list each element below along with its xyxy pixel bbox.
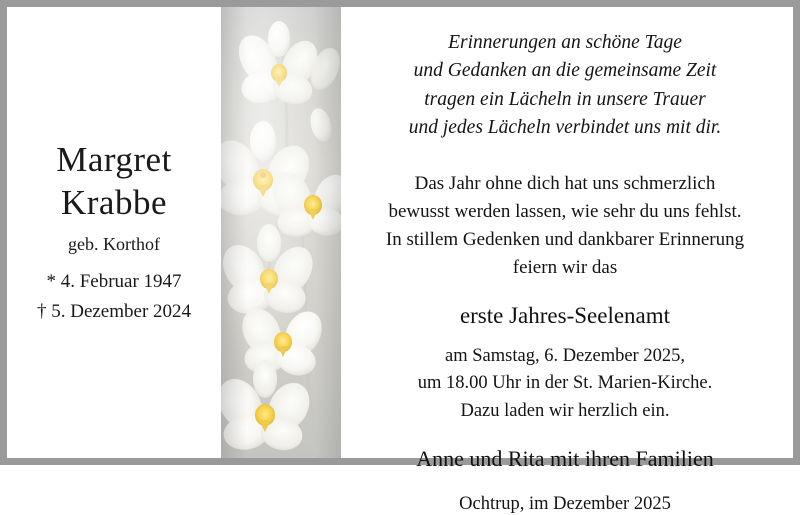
death-date: † 5. Dezember 2024 [36, 300, 192, 322]
maiden-name: geb. Korthof [68, 234, 160, 255]
verse-line: und Gedanken an die gemeinsame Zeit [413, 60, 717, 82]
verse-line: tragen ein Lächeln in unsere Trauer [424, 88, 706, 110]
deceased-panel [7, 7, 221, 458]
service-title: erste Jahres-Seelenamt [459, 302, 671, 328]
birth-date: * 4. Februar 1947 [46, 271, 182, 293]
body-line: Das Jahr ohne dich hat uns schmerzlich [414, 173, 716, 195]
memorial-text-panel [341, 7, 793, 514]
detail-line: Dazu laden wir herzlich ein. [460, 401, 670, 421]
place-and-date: Ochtrup, im Dezember 2025 [459, 493, 671, 514]
family-signature: Anne und Rita mit ihren Familien [416, 445, 714, 471]
orchid-image [221, 7, 341, 458]
service-details [418, 343, 712, 426]
detail-line: um 18.00 Uhr in der St. Marien-Kirche. [417, 373, 713, 394]
verse-line: Erinnerungen an schöne Tage [448, 32, 682, 53]
deceased-name [56, 139, 172, 224]
body-line: feiern wir das [512, 257, 618, 279]
deceased-first-name: Margret [56, 139, 172, 179]
memorial-body-text [386, 170, 744, 282]
verse-line: und jedes Lächeln verbindet uns mit dir. [408, 116, 722, 138]
deceased-last-name: Krabbe [60, 182, 167, 222]
orchid-illustration [221, 7, 341, 458]
body-line: In stillem Gedenken und dankbarer Erinnerung [385, 229, 745, 251]
memorial-verse [409, 29, 722, 142]
body-line: bewusst werden lassen, wie sehr du uns fehlst. [388, 201, 742, 223]
detail-line: am Samstag, 6. Dezember 2025, [445, 345, 685, 366]
